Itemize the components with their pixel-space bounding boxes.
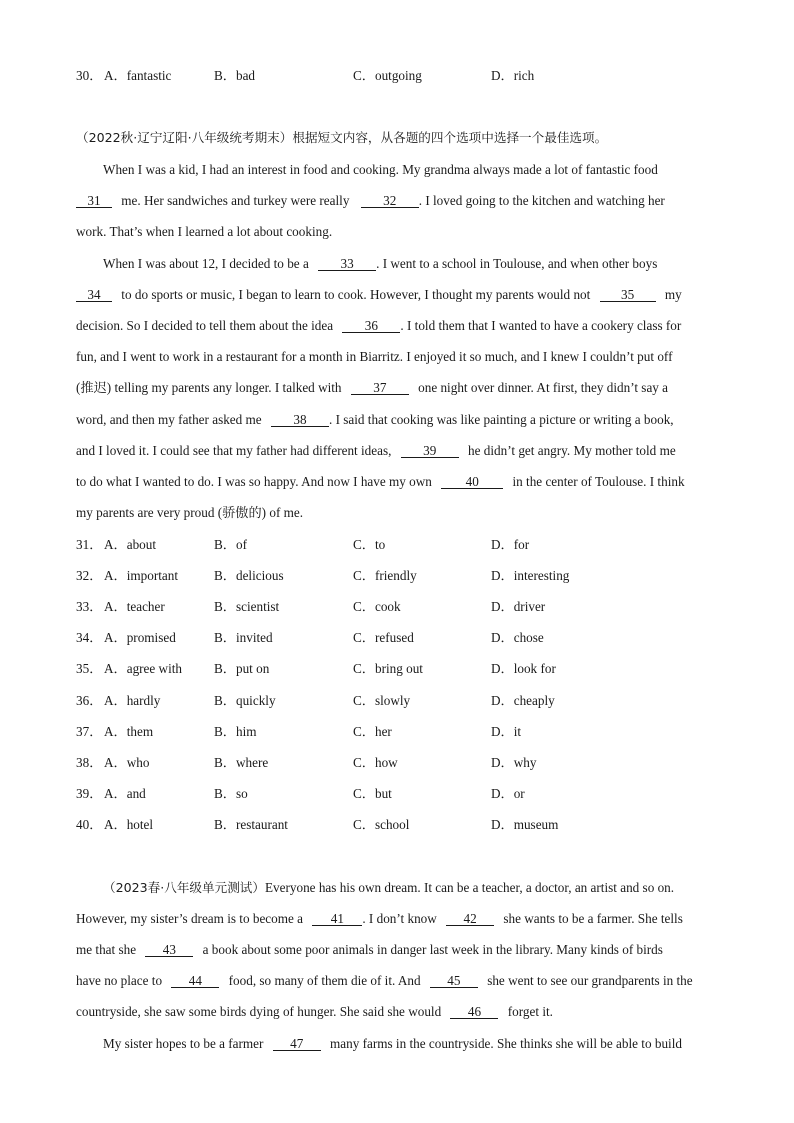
question-number: 32．	[76, 568, 103, 583]
option-a: A．hardly	[104, 693, 161, 708]
option-a: A．about	[104, 537, 157, 552]
text: (推迟) telling my parents any longer. I talked with	[76, 380, 342, 395]
blank-31: 31	[76, 194, 112, 208]
question-number: 34．	[76, 630, 103, 645]
text: decision. So I decided to tell them about the idea	[76, 318, 334, 333]
option-c: C．her	[353, 724, 392, 739]
option-a: A．fantastic	[104, 68, 172, 83]
passage-line	[76, 193, 665, 209]
text: food, so many of them die of it. And	[228, 973, 421, 988]
text: Everyone has his own dream. It can be a teacher, a doctor, an artist and so on.	[265, 880, 675, 895]
text: to do what I wanted to do. I was so happy. And now I have my own	[76, 474, 432, 489]
text: in the center of Toulouse. I think	[512, 474, 685, 489]
text: many farms in the countryside. She thinks she will be able to build	[330, 1036, 682, 1051]
text: she wants to be a farmer. She tells	[503, 911, 683, 926]
text: countryside, she saw some birds dying of hunger. She said she would	[76, 1004, 442, 1019]
passage-line: When I was a kid, I had an interest in food and cooking. My grandma always made a lot of fantastic food	[103, 162, 658, 177]
option-b: B．where	[214, 755, 269, 770]
text: . I said that cooking was like painting a picture or writing a book,	[328, 412, 674, 427]
question-number: 35．	[76, 661, 103, 676]
option-a: A．important	[104, 568, 178, 583]
option-a: A．them	[104, 724, 154, 739]
text: me that she	[76, 942, 137, 957]
blank-43: 43	[145, 943, 193, 957]
question-number: 31．	[76, 537, 103, 552]
passage-line	[76, 380, 668, 396]
option-b: B．him	[214, 724, 257, 739]
passage-line: fun, and I went to work in a restaurant for a month in Biarritz. I enjoyed it so much, and I knew I couldn’t put off	[76, 349, 673, 364]
text: a book about some poor animals in danger last week in the library. Many kinds of birds	[202, 942, 663, 957]
option-c: C．bring out	[353, 661, 423, 676]
option-d: D．why	[491, 755, 537, 770]
blank-39: 39	[401, 444, 459, 458]
option-c: C．friendly	[353, 568, 417, 583]
passage-line	[103, 256, 657, 272]
question-number: 30．	[76, 68, 103, 83]
text: she went to see our grandparents in the	[487, 973, 693, 988]
text: have no place to	[76, 973, 163, 988]
blank-36: 36	[342, 319, 400, 333]
passage-line	[103, 880, 674, 896]
option-d: D．for	[491, 537, 530, 552]
option-b: B．so	[214, 786, 248, 801]
blank-41: 41	[312, 912, 362, 926]
question-number: 36．	[76, 693, 103, 708]
blank-35: 35	[600, 288, 656, 302]
text: one night over dinner. At first, they didn’t say a	[418, 380, 669, 395]
option-c: C．how	[353, 755, 398, 770]
text: he didn’t get angry. My mother told me	[468, 443, 676, 458]
option-d: D．driver	[491, 599, 546, 614]
option-b: B．invited	[214, 630, 273, 645]
option-a: A．hotel	[104, 817, 154, 832]
option-b: B．quickly	[214, 693, 276, 708]
blank-33: 33	[318, 257, 376, 271]
option-c: C．school	[353, 817, 410, 832]
question-number: 39．	[76, 786, 103, 801]
option-c: C．outgoing	[353, 68, 422, 83]
option-c: C．but	[353, 786, 392, 801]
blank-38: 38	[271, 413, 329, 427]
blank-32: 32	[361, 194, 419, 208]
option-b: B．put on	[214, 661, 270, 676]
blank-44: 44	[171, 974, 219, 988]
option-b: B．scientist	[214, 599, 280, 614]
question-number: 38．	[76, 755, 103, 770]
text: my	[664, 287, 682, 302]
option-d: D．rich	[491, 68, 535, 83]
option-a: A．who	[104, 755, 150, 770]
passage-line: my parents are very proud (骄傲的) of me.	[76, 505, 304, 520]
passage-line	[76, 287, 682, 303]
text: When I was about 12, I decided to be a	[103, 256, 309, 271]
blank-40: 40	[441, 475, 503, 489]
text: . I told them that I wanted to have a cookery class for	[400, 318, 682, 333]
passage-line	[103, 1036, 682, 1052]
option-d: D．chose	[491, 630, 544, 645]
blank-45: 45	[430, 974, 478, 988]
option-a: A．and	[104, 786, 146, 801]
text: word, and then my father asked me	[76, 412, 262, 427]
option-a: A．teacher	[104, 599, 165, 614]
option-b: B．bad	[214, 68, 256, 83]
option-b: B．delicious	[214, 568, 284, 583]
option-c: C．to	[353, 537, 386, 552]
option-d: D．look for	[491, 661, 556, 676]
passage-line	[76, 1004, 553, 1020]
text: forget it.	[507, 1004, 553, 1019]
blank-42: 42	[446, 912, 494, 926]
option-c: C．cook	[353, 599, 401, 614]
option-d: D．or	[491, 786, 525, 801]
passage-line: work. That’s when I learned a lot about cooking.	[76, 224, 333, 239]
question-number: 33．	[76, 599, 103, 614]
text: me. Her sandwiches and turkey were really	[121, 193, 350, 208]
text: However, my sister’s dream is to become a	[76, 911, 304, 926]
option-b: B．restaurant	[214, 817, 288, 832]
option-d: D．it	[491, 724, 522, 739]
blank-37: 37	[351, 381, 409, 395]
blank-47: 47	[273, 1037, 321, 1051]
blank-46: 46	[450, 1005, 498, 1019]
passage-line	[76, 412, 674, 428]
option-d: D．museum	[491, 817, 559, 832]
text: . I loved going to the kitchen and watching her	[418, 193, 665, 208]
text: to do sports or music, I began to learn to cook. However, I thought my parents would not	[121, 287, 591, 302]
text: . I went to a school in Toulouse, and when other boys	[376, 256, 658, 271]
passage-line	[76, 474, 685, 490]
passage-line	[76, 942, 663, 958]
text: . I don’t know	[362, 911, 437, 926]
text: My sister hopes to be a farmer	[103, 1036, 264, 1051]
question-number: 40．	[76, 817, 103, 832]
passage-2-source: （2023春·八年级单元测试）	[103, 880, 265, 895]
option-d: D．interesting	[491, 568, 570, 583]
option-a: A．agree with	[104, 661, 182, 676]
text: and I loved it. I could see that my father had different ideas,	[76, 443, 392, 458]
option-c: C．slowly	[353, 693, 411, 708]
option-d: D．cheaply	[491, 693, 555, 708]
passage-line	[76, 973, 693, 989]
question-number: 37．	[76, 724, 103, 739]
passage-1-source: （2022秋·辽宁辽阳·八年级统考期末）根据短文内容，从各题的四个选项中选择一个最佳选项。	[76, 130, 608, 145]
passage-line	[76, 443, 676, 459]
passage-line	[76, 318, 681, 334]
option-c: C．refused	[353, 630, 414, 645]
option-a: A．promised	[104, 630, 176, 645]
passage-line	[76, 911, 683, 927]
option-b: B．of	[214, 537, 247, 552]
blank-34: 34	[76, 288, 112, 302]
